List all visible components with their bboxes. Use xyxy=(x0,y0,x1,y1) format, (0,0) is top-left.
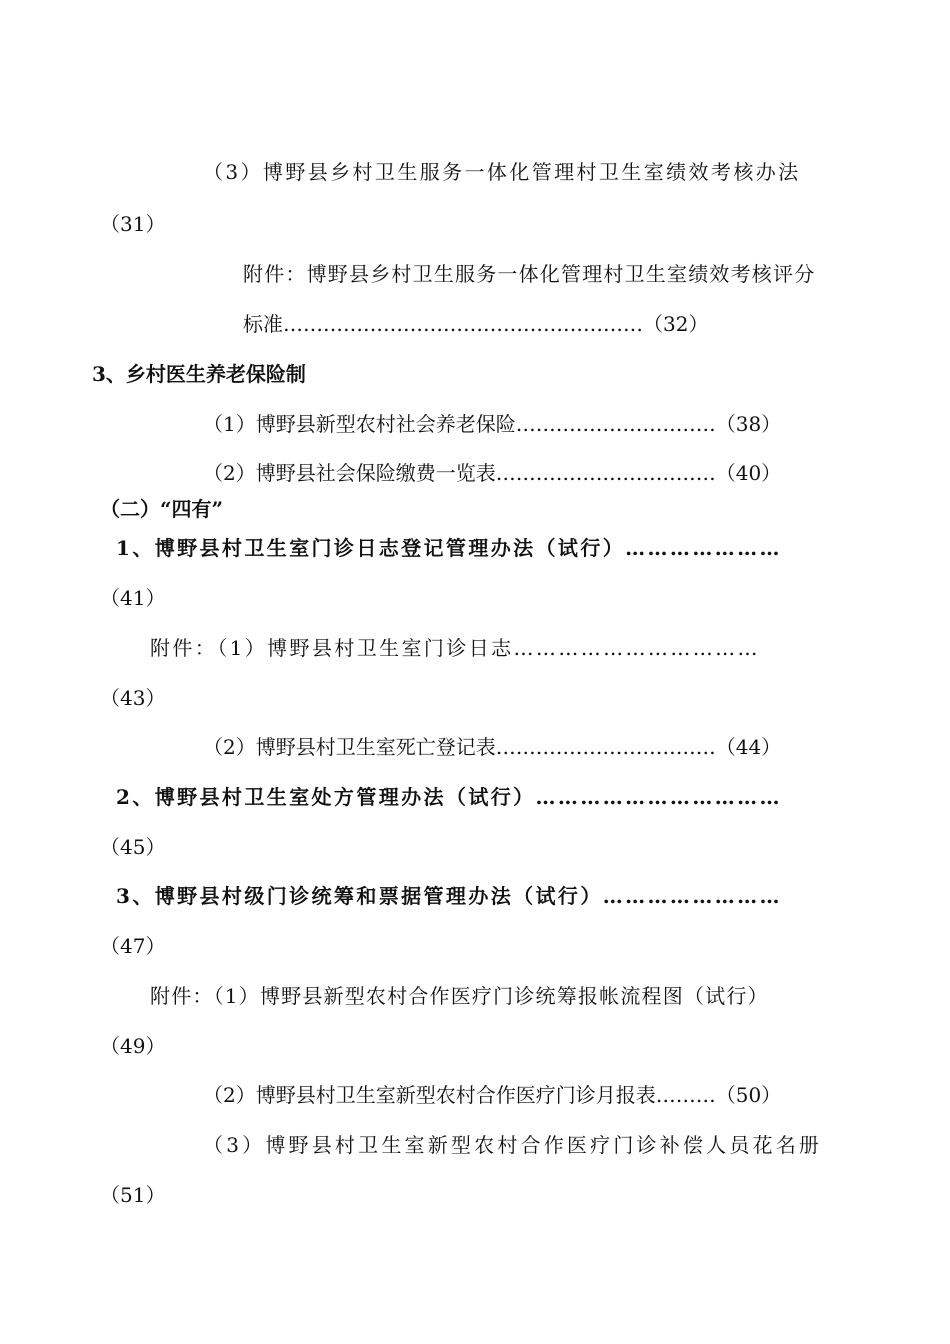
toc-entry-page: （45） xyxy=(100,835,166,859)
toc-entry-page: （47） xyxy=(100,934,166,958)
toc-entry-text: （1）博野县新型农村社会养老保险…………………………（38） xyxy=(203,412,782,436)
toc-entry-text: 3、博野县村级门诊统筹和票据管理办法（试行）…………………… xyxy=(116,884,782,908)
toc-part-title: （二）“四有” xyxy=(100,497,224,521)
toc-entry-text: 2、博野县村卫生室处方管理办法（试行）…………………………… xyxy=(116,785,782,809)
toc-entry-text: 1、博野县村卫生室门诊日志登记管理办法（试行）………………… xyxy=(116,536,782,560)
toc-attachment-text: （3）博野县村卫生室新型农村合作医疗门诊补偿人员花名册 xyxy=(203,1133,823,1157)
toc-attachment-text: 标准………………………………………………（32） xyxy=(243,312,709,336)
toc-attachment-text: （2）博野县村卫生室新型农村合作医疗门诊月报表………（50） xyxy=(203,1083,782,1107)
toc-section-title: 3、乡村医生养老保险制 xyxy=(92,362,306,386)
toc-attachment-text: 附件：博野县乡村卫生服务一体化管理村卫生室绩效考核评分 xyxy=(243,262,816,286)
toc-entry-page: （41） xyxy=(100,586,166,610)
toc-entry-page: （31） xyxy=(100,212,166,236)
toc-entry-page: （51） xyxy=(100,1183,166,1207)
toc-entry-text: （3）博野县乡村卫生服务一体化管理村卫生室绩效考核办法 xyxy=(203,160,801,184)
toc-entry-page: （43） xyxy=(100,686,166,710)
toc-entry-text: （2）博野县社会保险缴费一览表……………………………（40） xyxy=(203,461,782,485)
toc-attachment-text: （2）博野县村卫生室死亡登记表……………………………（44） xyxy=(203,735,782,759)
toc-attachment-text: 附件：（1）博野县新型农村合作医疗门诊统筹报帐流程图（试行） xyxy=(150,984,769,1008)
toc-entry-page: （49） xyxy=(100,1034,166,1058)
toc-attachment-text: 附件：（1）博野县村卫生室门诊日志…………………………… xyxy=(150,636,760,660)
